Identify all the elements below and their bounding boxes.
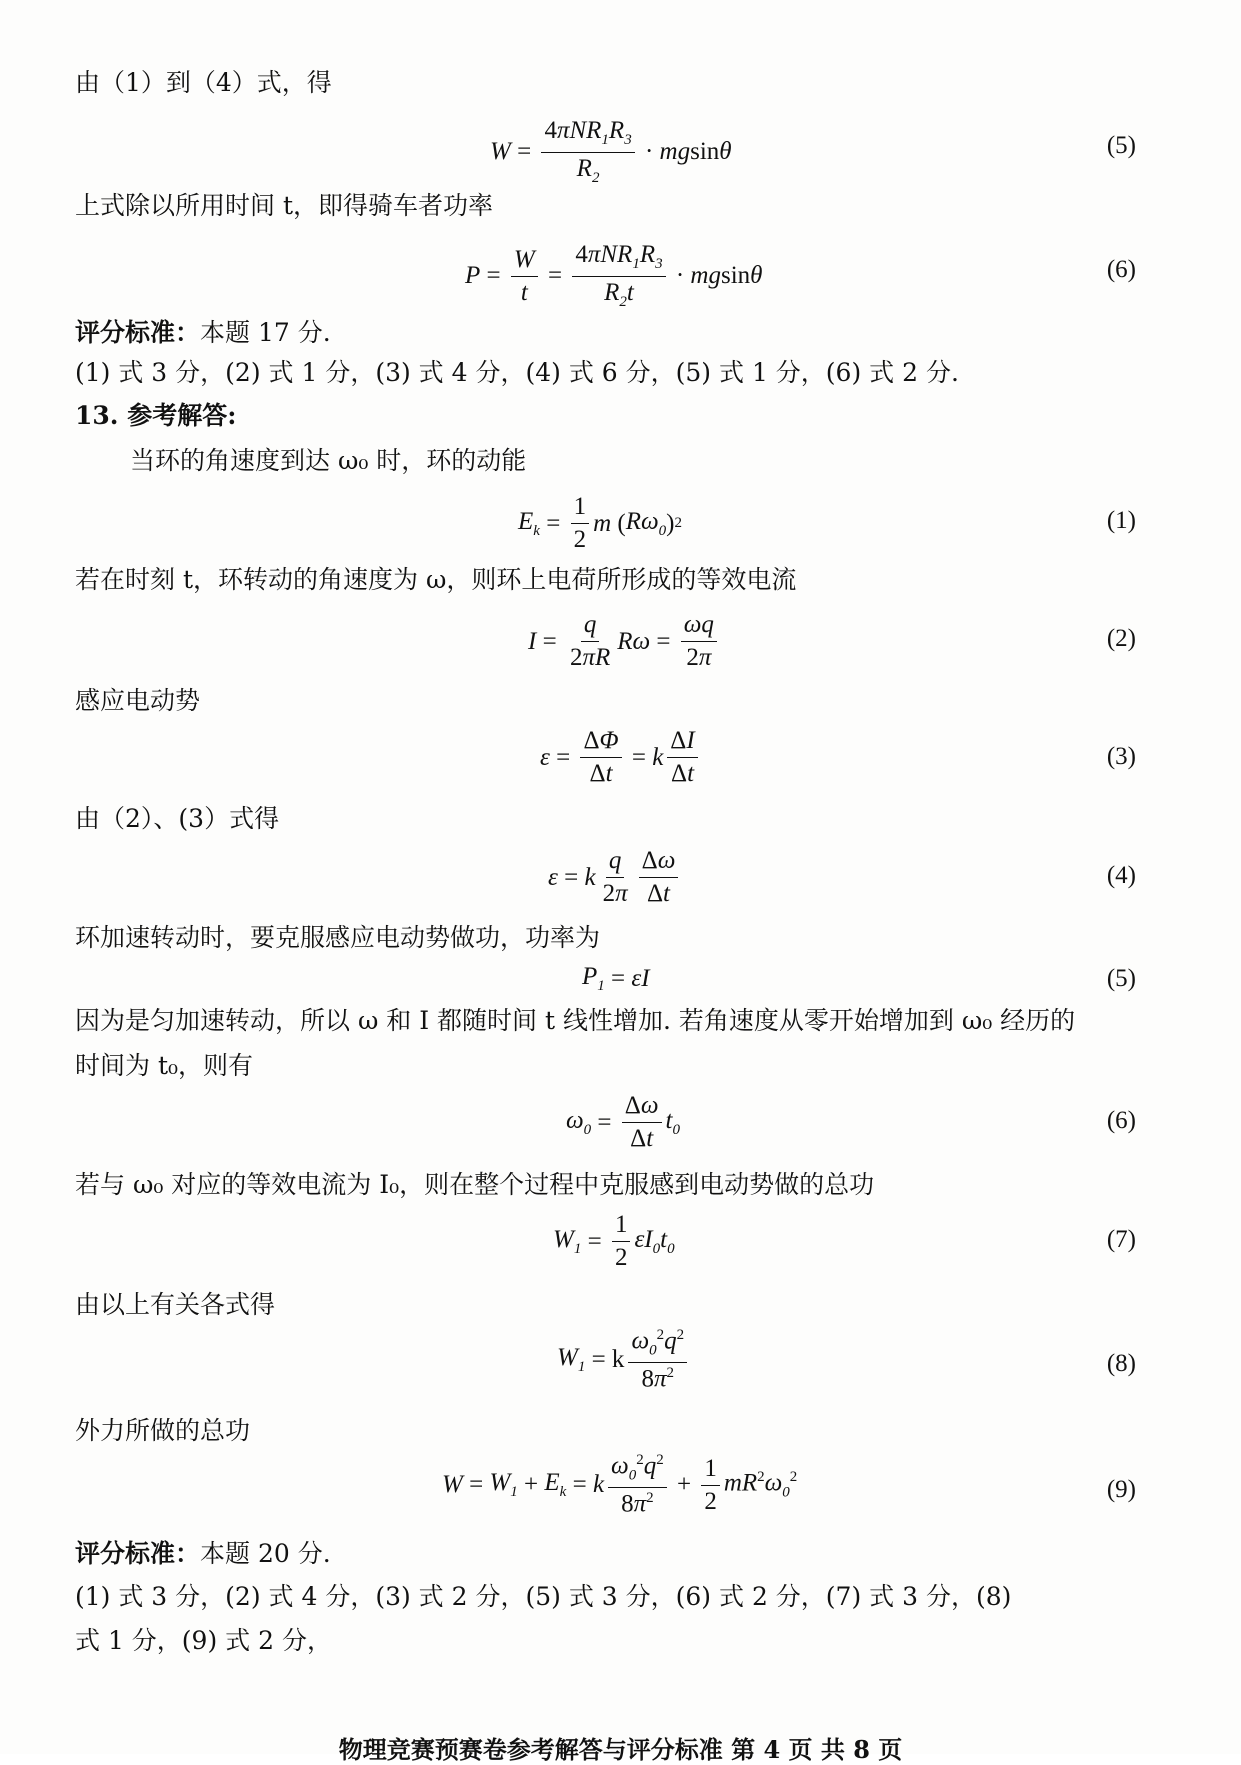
equation-emf-2: ε = k $\frac{q}{2\pi}$ $\frac{\Delta\omega}{\Delta t}$ xyxy=(548,848,682,908)
grading-title: 评分标准： xyxy=(75,1539,201,1568)
text-line: 由（2）、(3）式得 xyxy=(75,804,280,833)
equation-number: (4) xyxy=(1106,862,1136,889)
equation-omega0: $\omega_0$ = $\frac{\Delta\omega}{\Delta t}$ $t_0$ xyxy=(566,1092,680,1153)
equation-number: (6) xyxy=(1106,256,1136,283)
equation-number: (1) xyxy=(1106,507,1136,534)
text-line: 若与 ω₀ 对应的等效电流为 I₀，则在整个过程中克服感到电动势做的总功 xyxy=(75,1170,875,1199)
equation-w-total: W = $W_1$ + $E_k$ = k $\frac{\omega_0^2q^2}{8\pi^2}$ + $\frac{1}{2}$ $mR^2\omega_0^2$ xyxy=(442,1452,798,1518)
equation-w: W = $\frac{4\pi NR_1R_3}{R_2}$ · mg sin θ xyxy=(490,117,732,186)
equation-p: P = $\frac{W}{t}$ = $\frac{4\pi NR_1R_3}{R_2t}$ · mg sin θ xyxy=(465,241,763,310)
equation-number: (9) xyxy=(1106,1476,1136,1503)
grading-detail: (1) 式 3 分，(2) 式 1 分，(3) 式 4 分，(4) 式 6 分，(5) 式 1 分，(6) 式 2 分. xyxy=(75,358,959,387)
page-footer: 物理竞赛预赛卷参考解答与评分标准 第 4 页 共 8 页 xyxy=(338,1735,903,1764)
text-line: 感应电动势 xyxy=(75,686,201,715)
text-line: 外力所做的总功 xyxy=(75,1416,251,1445)
grading-line xyxy=(75,1541,331,1566)
text-line: 当环的角速度到达 ω₀ 时，环的动能 xyxy=(130,446,527,475)
grading-detail: 式 1 分，(9) 式 2 分， xyxy=(75,1626,332,1655)
text-line: 环加速转动时，要克服感应电动势做功，功率为 xyxy=(75,923,601,952)
equation-w1: $W_1$ = $\frac{1}{2}$ $\varepsilon I_0t_0$ xyxy=(553,1211,675,1272)
text-line: 由（1）到（4）式，得 xyxy=(75,68,332,97)
text-line: 时间为 t₀，则有 xyxy=(75,1051,254,1080)
grading-line xyxy=(75,320,331,345)
equation-number: (6) xyxy=(1106,1107,1136,1134)
grading-score: 本题 20 分. xyxy=(200,1539,331,1568)
grading-detail: (1) 式 3 分，(2) 式 4 分，(3) 式 2 分，(5) 式 3 分，(6) 式 2 分，(7) 式 3 分，(8) xyxy=(75,1582,1012,1611)
equation-p1: $P_1$ = εI xyxy=(582,963,650,994)
equation-w1-result: $W_1$ = k $\frac{\omega_0^2q^2}{8\pi^2}$ xyxy=(557,1328,691,1393)
equation-number: (7) xyxy=(1106,1226,1136,1253)
text-line: 由以上有关各式得 xyxy=(75,1290,276,1319)
equation-number: (5) xyxy=(1106,965,1136,992)
question-title: 13. 参考解答: xyxy=(75,401,237,430)
equation-ek: $E_k$ = $\frac{1}{2}$ m ( $R\omega_0$ ) 2 xyxy=(518,493,682,554)
equation-number: (8) xyxy=(1106,1350,1136,1377)
equation-i: I = $\frac{q}{2\pi R}$ Rω = $\frac{\omega q}{2\pi}$ xyxy=(528,612,721,672)
text-line: 因为是匀加速转动，所以 ω 和 I 都随时间 t 线性增加. 若角速度从零开始增加到 ω₀ 经历的 xyxy=(75,1006,1076,1035)
equation-number: (2) xyxy=(1106,625,1136,652)
grading-score: 本题 17 分. xyxy=(200,318,331,347)
equation-number: (3) xyxy=(1106,743,1136,770)
text-line: 上式除以所用时间 t，即得骑车者功率 xyxy=(75,191,493,220)
equation-number: (5) xyxy=(1106,132,1136,159)
text-line: 若在时刻 t，环转动的角速度为 ω，则环上电荷所形成的等效电流 xyxy=(75,565,797,594)
equation-emf: ε = $\frac{\Delta\Phi}{\Delta t}$ = k $\frac{\Delta I}{\Delta t}$ xyxy=(540,728,702,788)
grading-title: 评分标准： xyxy=(75,318,201,347)
